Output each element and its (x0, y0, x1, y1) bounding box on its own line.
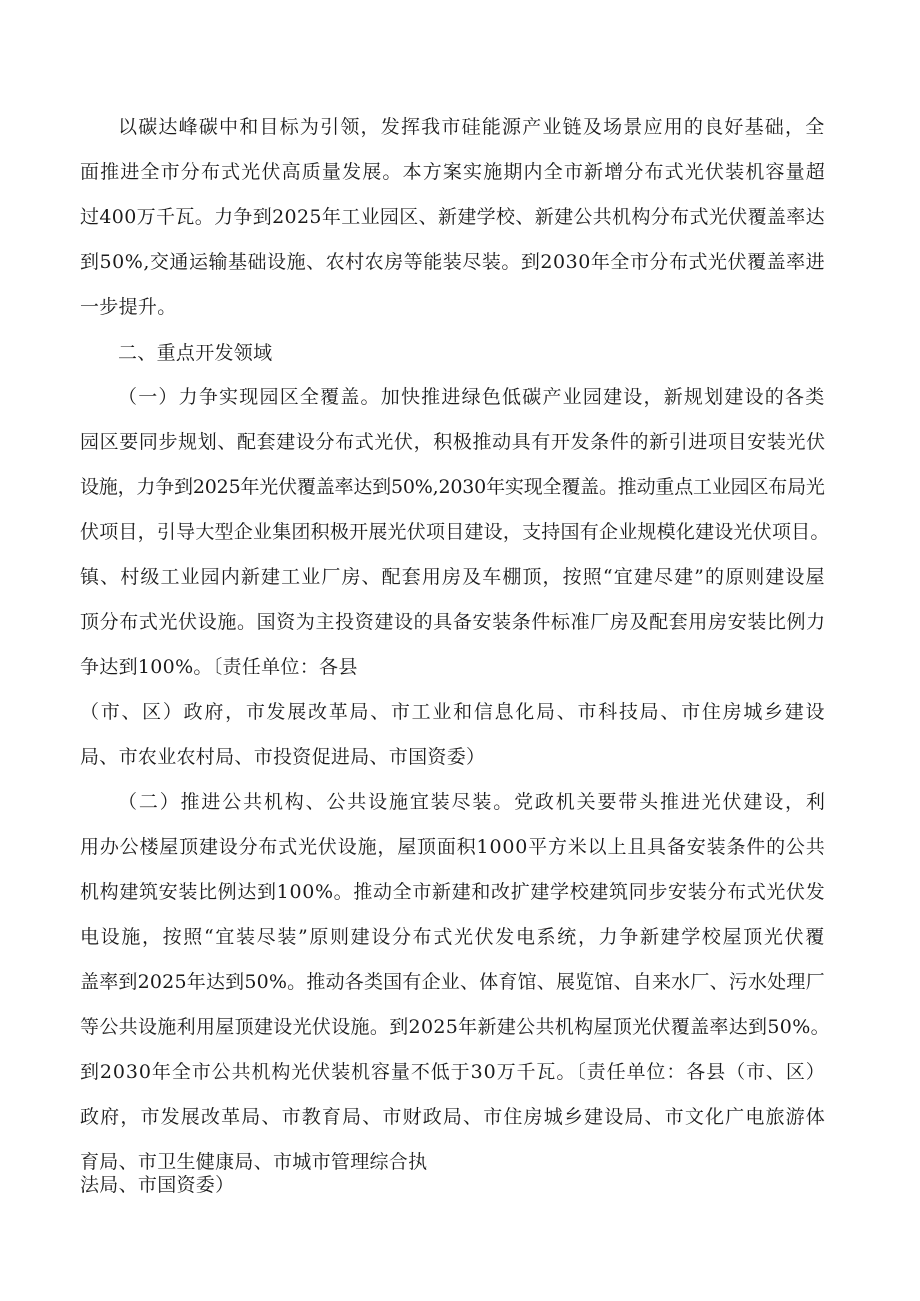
text-line: 伏项目，引导大型企业集团积极开展光伏项目建设，支持国有企业规模化建设光伏项目。 (80, 521, 830, 543)
text-line: 园区要同步规划、配套建设分布式光伏，积极推动具有开发条件的新引进项目安装光伏 (80, 431, 826, 453)
text-line: 等公共设施利用屋顶建设光伏设施。到2025年新建公共机构屋顶光伏覆盖率达到50%。 (80, 1016, 830, 1038)
text-line: 用办公楼屋顶建设分布式光伏设施，屋顶面积1000平方米以上且具备安装条件的公共 (80, 836, 826, 858)
text-line: 政府，市发展改革局、市教育局、市财政局、市住房城乡建设局、市文化广电旅游体 (80, 1106, 826, 1128)
text-line: （一）力争实现园区全覆盖。加快推进绿色低碳产业园建设，新规划建设的各类 (118, 386, 826, 408)
text-line: 一步提升。 (80, 296, 177, 318)
text-line: 育局、市卫生健康局、市城市管理综合执 (80, 1151, 428, 1173)
text-line: 镇、村级工业园内新建工业厂房、配套用房及车棚顶，按照“宜建尽建”的原则建设屋 (80, 566, 826, 588)
text-line: 以碳达峰碳中和目标为引领，发挥我市硅能源产业链及场景应用的良好基础，全 (118, 116, 826, 138)
text-line: 到2030年全市公共机构光伏装机容量不低于30万千瓦。〔责任单位：各县（市、区） (80, 1061, 826, 1083)
text-line: 局、市农业农村局、市投资促进局、市国资委） (80, 746, 486, 768)
section-heading: 二、重点开发领域 (118, 342, 273, 364)
text-line: 法局、市国资委） (80, 1174, 235, 1196)
text-line: 电设施，按照“宜装尽装”原则建设分布式光伏发电系统，力争新建学校屋顶光伏覆 (80, 926, 826, 948)
text-line: 争达到100%。〔责任单位：各县 (80, 656, 358, 678)
text-line: 盖率到2025年达到50%。推动各类国有企业、体育馆、展览馆、自来水厂、污水处理厂 (80, 971, 825, 993)
text-line: （二）推进公共机构、公共设施宜装尽装。党政机关要带头推进光伏建设，利 (118, 791, 827, 813)
text-line: 设施，力争到2025年光伏覆盖率达到50%,2030年实现全覆盖。推动重点工业园区布局光 (80, 476, 825, 498)
text-line: （市、区）政府，市发展改革局、市工业和信息化局、市科技局、市住房城乡建设 (80, 701, 827, 723)
text-line: 到50%,交通运输基础设施、农村农房等能装尽装。到2030年全市分布式光伏覆盖率进 (80, 251, 826, 273)
text-line: 机构建筑安装比例达到100%。推动全市新建和改扩建学校建筑同步安装分布式光伏发 (80, 881, 826, 903)
text-line: 顶分布式光伏设施。国资为主投资建设的具备安装条件标准厂房及配套用房安装比例力 (80, 611, 826, 633)
text-line: 过400万千瓦。力争到2025年工业园区、新建学校、新建公共机构分布式光伏覆盖率达 (80, 206, 825, 228)
text-line: 面推进全市分布式光伏高质量发展。本方案实施期内全市新增分布式光伏装机容量超 (80, 161, 826, 183)
